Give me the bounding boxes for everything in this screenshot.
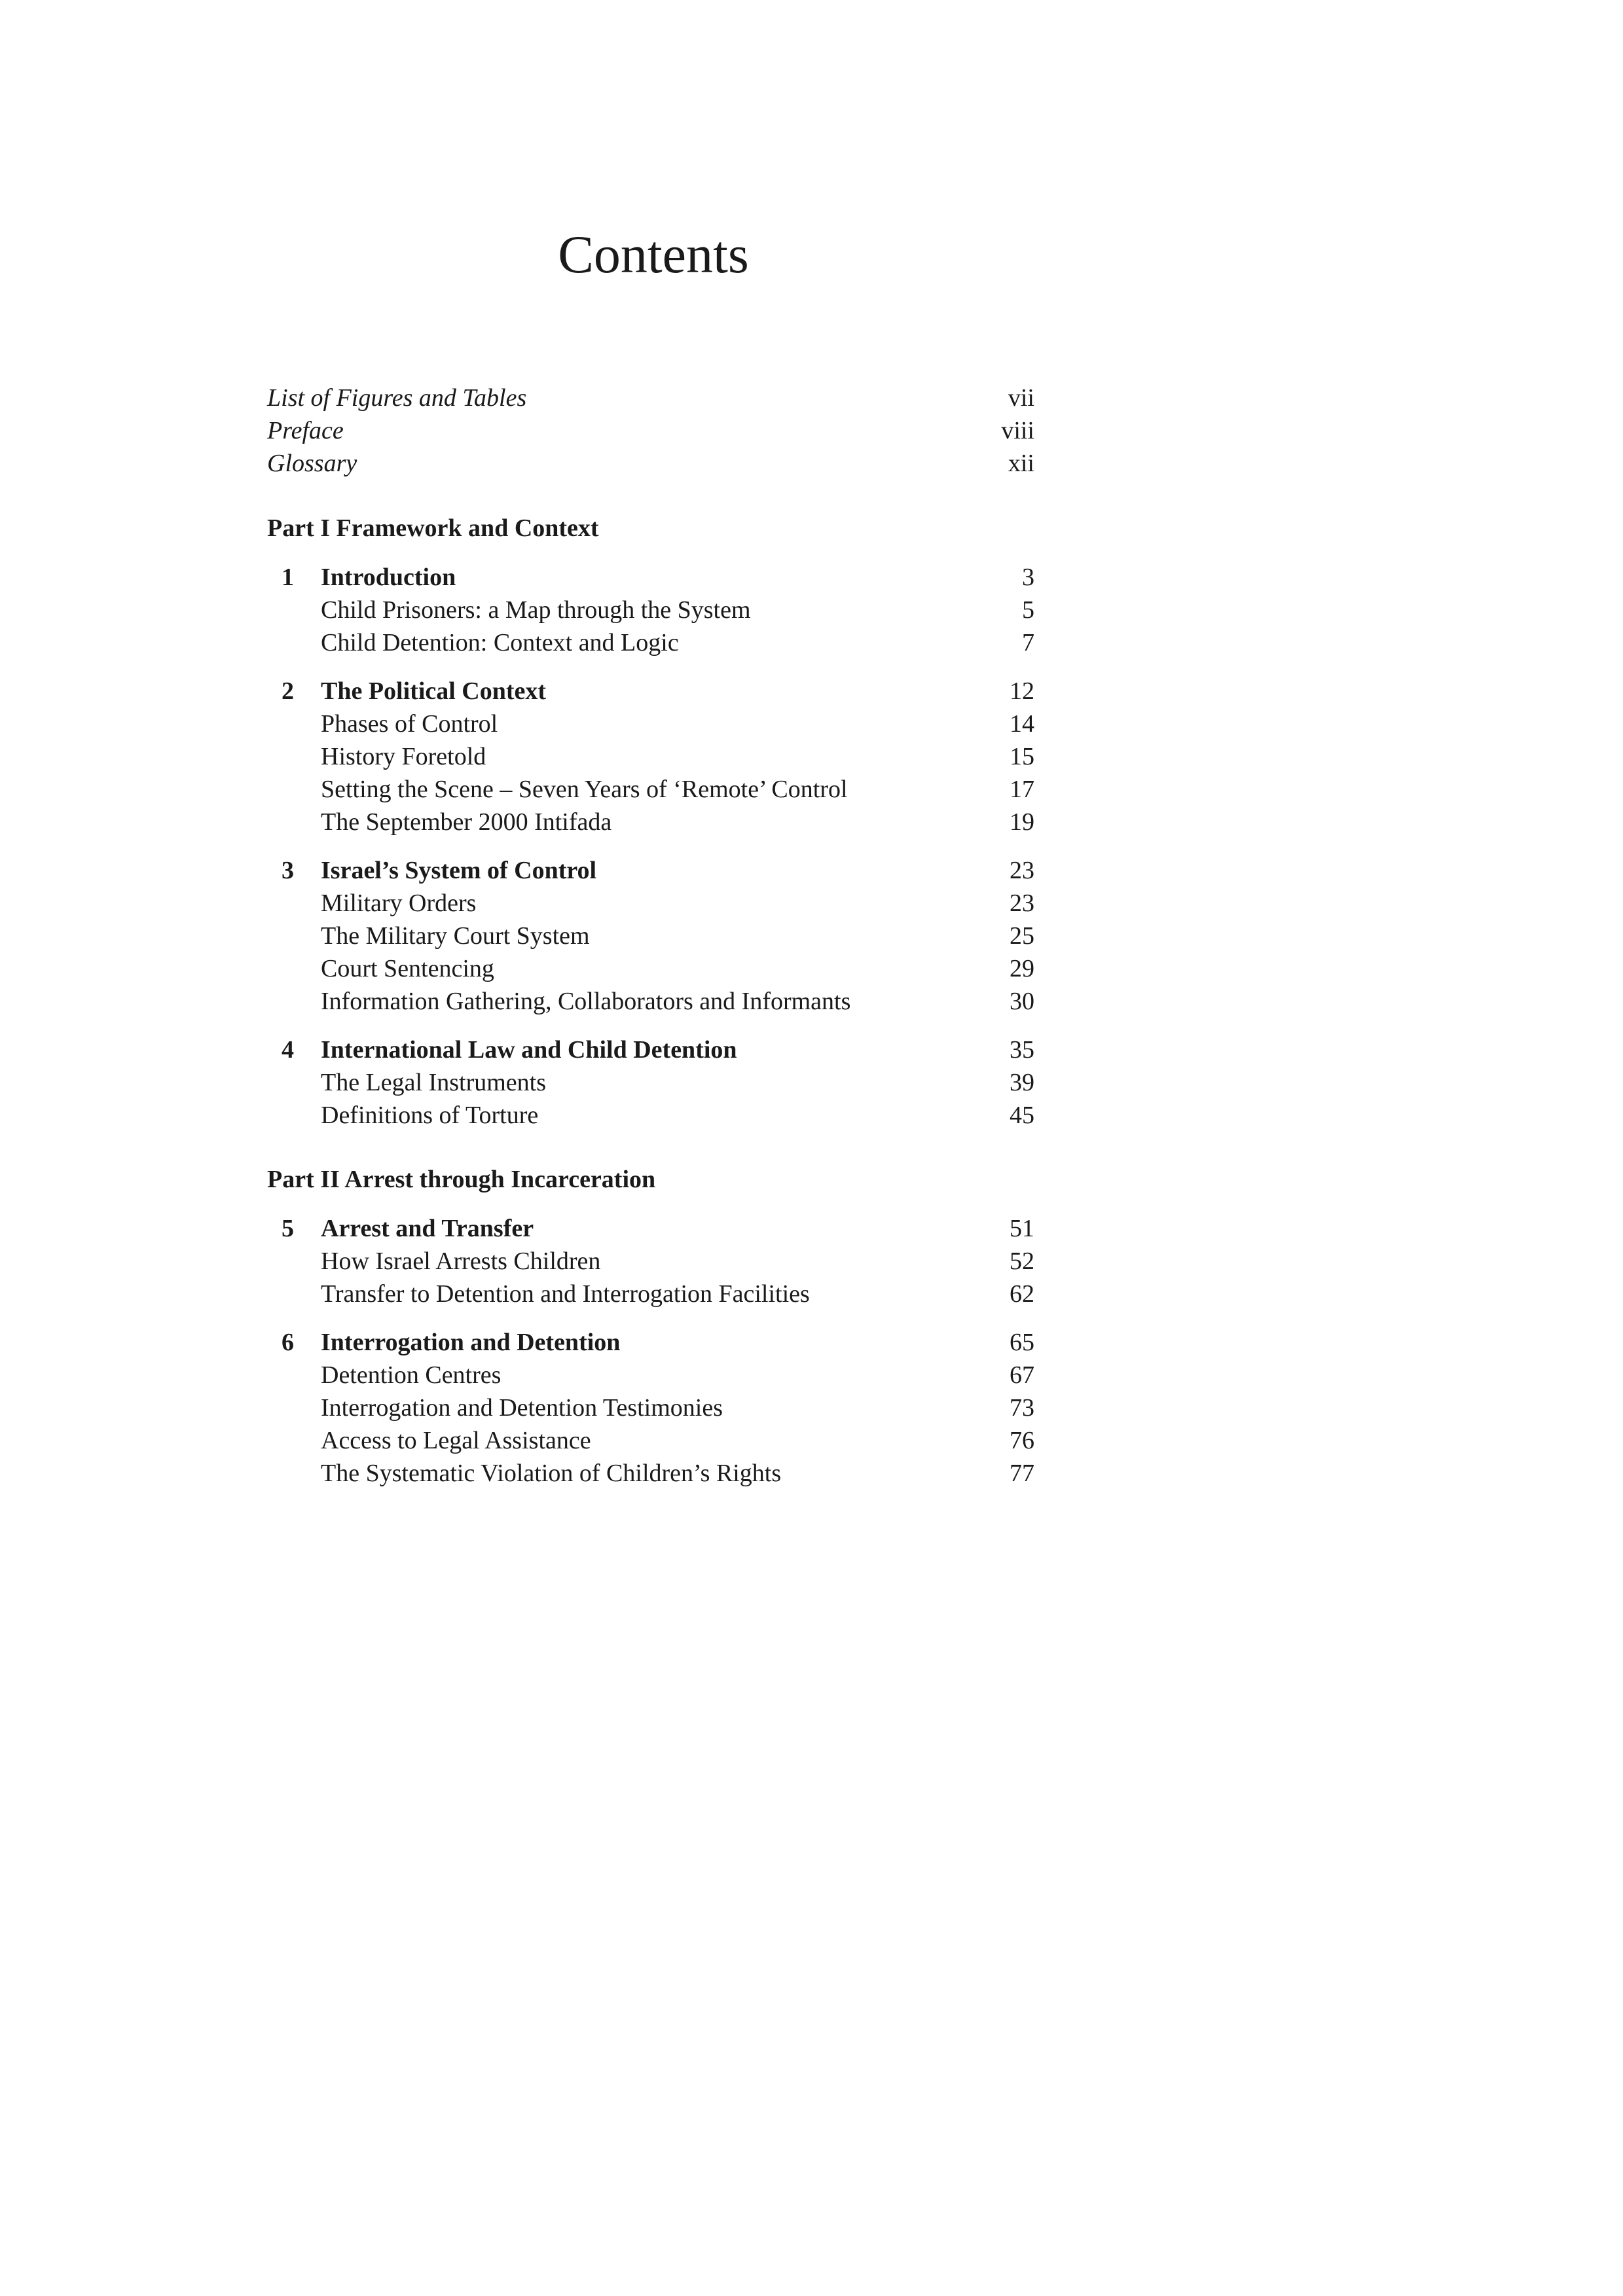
section-title: Transfer to Detention and Interrogation Facilities <box>321 1280 810 1308</box>
toc-entry-front-matter[interactable] <box>267 414 1034 447</box>
section-title: The Legal Instruments <box>321 1069 547 1096</box>
entry-page: 65 <box>1010 1329 1034 1356</box>
entry-page: 77 <box>1010 1460 1034 1487</box>
chapter-number: 5 <box>282 1215 294 1242</box>
entry-page: 39 <box>1010 1069 1034 1096</box>
entry-page: 19 <box>1010 808 1034 836</box>
toc-entry-section[interactable] <box>267 1099 1034 1132</box>
toc-entry-section[interactable] <box>267 920 1034 952</box>
toc-entry-chapter[interactable] <box>267 1033 1034 1066</box>
toc-entry-section[interactable] <box>267 1359 1034 1391</box>
toc-entry-section[interactable] <box>267 1278 1034 1310</box>
toc-entry-section[interactable] <box>267 708 1034 740</box>
toc-entry-section[interactable] <box>267 594 1034 626</box>
section-title: History Foretold <box>321 743 486 770</box>
entry-title: List of Figures and Tables <box>267 384 527 412</box>
toc-entry-front-matter[interactable] <box>267 447 1034 480</box>
chapter-block <box>267 1033 1034 1132</box>
section-title: Information Gathering, Collaborators and Informants <box>321 988 851 1015</box>
section-title: Interrogation and Detention Testimonies <box>321 1394 723 1422</box>
section-title: The September 2000 Intifada <box>321 808 612 836</box>
entry-page: 67 <box>1010 1361 1034 1389</box>
chapter-number: 1 <box>282 564 294 591</box>
toc-entry-section[interactable] <box>267 887 1034 920</box>
section-title: Child Prisoners: a Map through the System <box>321 596 751 624</box>
section-title: The Military Court System <box>321 922 590 950</box>
entry-page: 73 <box>1010 1394 1034 1422</box>
entry-page: 51 <box>1010 1215 1034 1242</box>
entry-page: 25 <box>1010 922 1034 950</box>
entry-page: 35 <box>1010 1036 1034 1064</box>
chapter-number: 6 <box>282 1329 294 1356</box>
toc-entry-section[interactable] <box>267 773 1034 806</box>
toc-entry-section[interactable] <box>267 806 1034 838</box>
section-title: Definitions of Torture <box>321 1102 539 1129</box>
chapter-block <box>267 561 1034 659</box>
chapter-title: Israel’s System of Control <box>321 857 597 884</box>
section-title: Court Sentencing <box>321 955 494 982</box>
toc-entry-section[interactable] <box>267 740 1034 773</box>
section-title: Child Detention: Context and Logic <box>321 629 679 656</box>
toc-entry-section[interactable] <box>267 985 1034 1018</box>
entry-page: 45 <box>1010 1102 1034 1129</box>
entry-page: 23 <box>1010 889 1034 917</box>
part-heading: Part II Arrest through Incarceration <box>267 1166 656 1193</box>
section-title: Phases of Control <box>321 710 498 738</box>
toc-entry-chapter[interactable] <box>267 675 1034 708</box>
chapter-number: 2 <box>282 677 294 705</box>
section-title: Military Orders <box>321 889 477 917</box>
chapter-title: Arrest and Transfer <box>321 1215 534 1242</box>
chapter-title: International Law and Child Detention <box>321 1036 737 1064</box>
toc-entry-chapter[interactable] <box>267 1326 1034 1359</box>
toc-entry-section[interactable] <box>267 1245 1034 1278</box>
section-title: Setting the Scene – Seven Years of ‘Remote’ Control <box>321 776 848 803</box>
toc-entry-chapter[interactable] <box>267 1212 1034 1245</box>
toc-entry-front-matter[interactable] <box>267 382 1034 414</box>
entry-page: 23 <box>1010 857 1034 884</box>
chapter-number: 4 <box>282 1036 294 1064</box>
chapter-title: The Political Context <box>321 677 547 705</box>
entry-page: 14 <box>1010 710 1034 738</box>
entry-title: Preface <box>267 417 344 444</box>
toc-entry-section[interactable] <box>267 952 1034 985</box>
toc-entry-section[interactable] <box>267 1424 1034 1457</box>
section-title: Access to Legal Assistance <box>321 1427 591 1454</box>
entry-page: 30 <box>1010 988 1034 1015</box>
entry-page: 76 <box>1010 1427 1034 1454</box>
entry-page: 5 <box>1022 596 1034 624</box>
table-of-contents <box>267 382 1034 1490</box>
section-title: How Israel Arrests Children <box>321 1247 601 1275</box>
entry-page: xii <box>1008 450 1034 477</box>
part-heading: Part I Framework and Context <box>267 514 599 542</box>
entry-page: 17 <box>1010 776 1034 803</box>
chapter-number: 3 <box>282 857 294 884</box>
chapter-title: Introduction <box>321 564 456 591</box>
entry-page: vii <box>1008 384 1034 412</box>
entry-page: 7 <box>1022 629 1034 656</box>
entry-title: Glossary <box>267 450 357 477</box>
toc-entry-chapter[interactable] <box>267 854 1034 887</box>
toc-entry-chapter[interactable] <box>267 561 1034 594</box>
entry-page: 12 <box>1010 677 1034 705</box>
entry-page: 3 <box>1022 564 1034 591</box>
entry-page: 62 <box>1010 1280 1034 1308</box>
chapter-block <box>267 675 1034 838</box>
chapter-title: Interrogation and Detention <box>321 1329 621 1356</box>
toc-entry-section[interactable] <box>267 626 1034 659</box>
chapter-block <box>267 1212 1034 1310</box>
chapter-block <box>267 854 1034 1018</box>
toc-entry-section[interactable] <box>267 1457 1034 1490</box>
toc-entry-section[interactable] <box>267 1066 1034 1099</box>
entry-page: 52 <box>1010 1247 1034 1275</box>
chapter-block <box>267 1326 1034 1490</box>
entry-page: 29 <box>1010 955 1034 982</box>
front-matter <box>267 382 1034 480</box>
toc-entry-section[interactable] <box>267 1391 1034 1424</box>
section-title: The Systematic Violation of Children’s Rights <box>321 1460 782 1487</box>
page-title: Contents <box>558 224 749 284</box>
entry-page: 15 <box>1010 743 1034 770</box>
entry-page: viii <box>1001 417 1034 444</box>
section-title: Detention Centres <box>321 1361 501 1389</box>
